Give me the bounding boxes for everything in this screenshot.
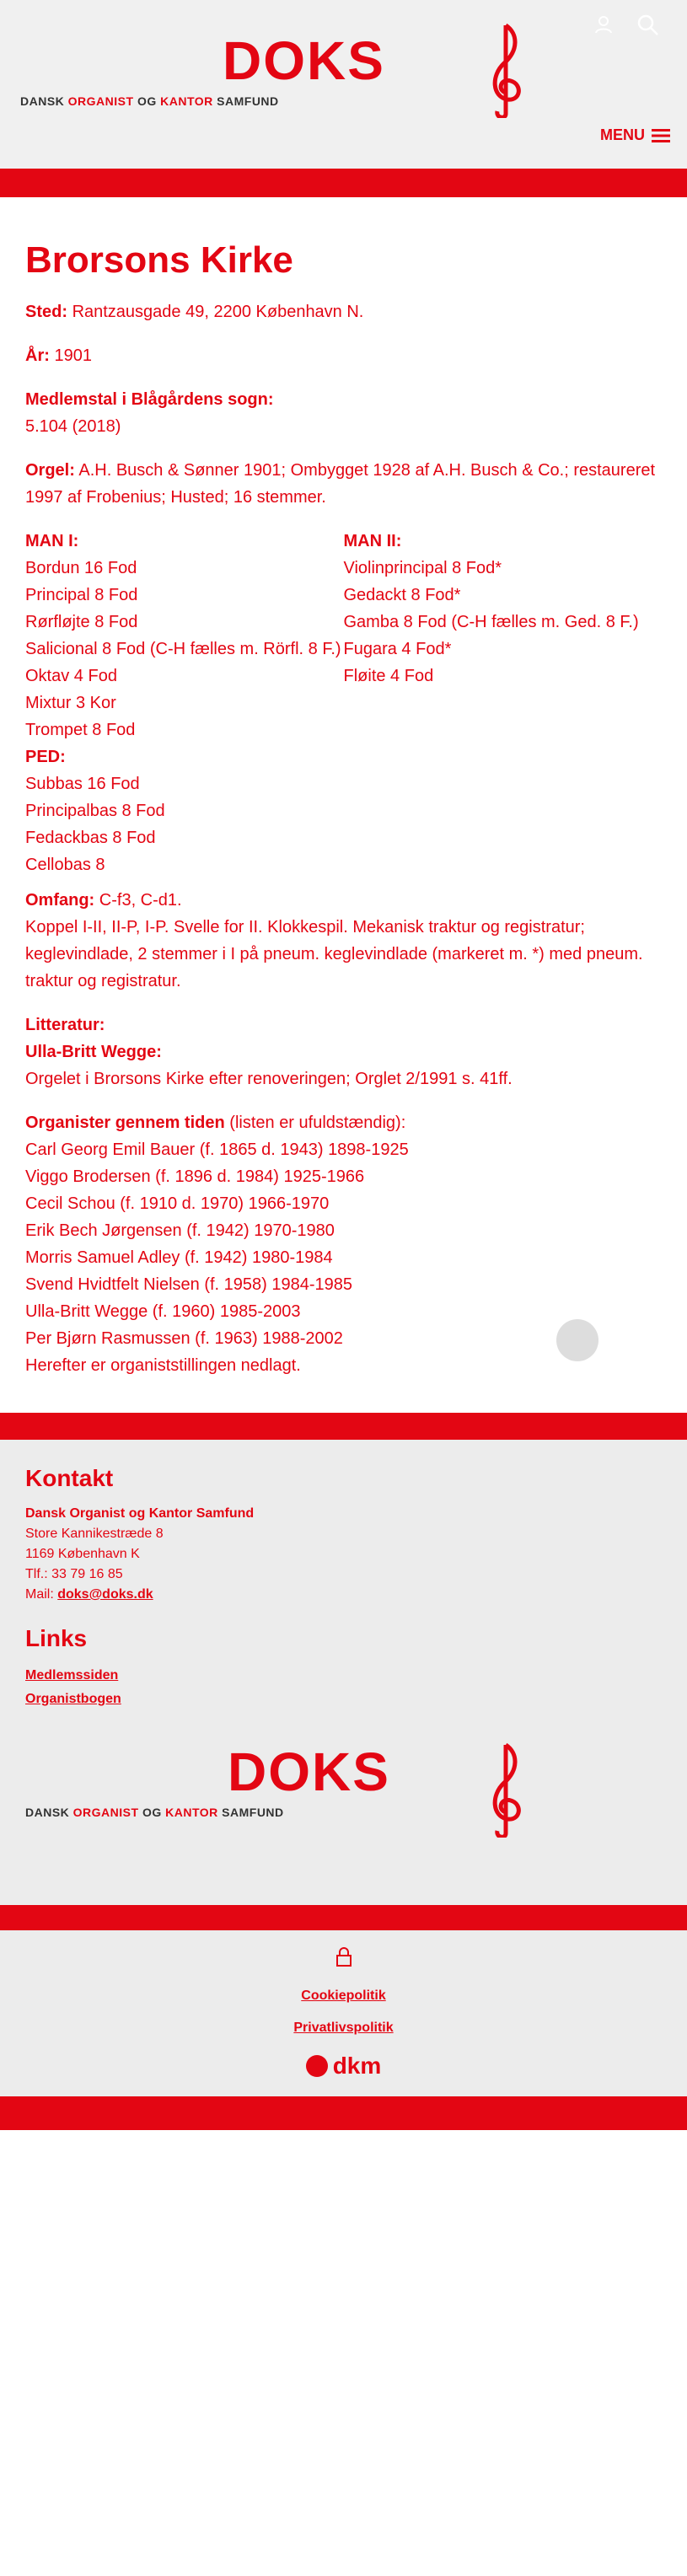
- organist-item: Carl Georg Emil Bauer (f. 1865 d. 1943) 1898-1925: [25, 1140, 409, 1159]
- header-red-bar: [0, 169, 687, 197]
- phone: Tlf.: 33 79 16 85: [25, 1567, 123, 1581]
- ped-heading: PED:: [25, 748, 66, 766]
- doks-logo[interactable]: [20, 30, 459, 108]
- stop: Principalbas 8 Fod: [25, 802, 165, 820]
- contact-heading: Kontakt: [25, 1465, 114, 1491]
- organist-item: Morris Samuel Adley (f. 1942) 1980-1984: [25, 1248, 333, 1267]
- privacy-link[interactable]: Privatlivspolitik: [293, 2021, 394, 2035]
- man1-column: [25, 528, 344, 878]
- search-icon[interactable]: [633, 10, 662, 39]
- stop: Principal 8 Fod: [25, 586, 138, 604]
- treble-clef-icon: [480, 17, 531, 118]
- organist-item: Cecil Schou (f. 1910 d. 1970) 1966-1970: [25, 1194, 330, 1213]
- stop: Mixtur 3 Kor: [25, 694, 116, 712]
- organists-section: Organister gennem tiden (listen er ufuldstændig): Carl Georg Emil Bauer (f. 1865 d. 1943) 1898-1925 Viggo Brodersen (f. 1896 d. 1984) 1925-1966 Cecil Schou (f. 1910 d. 1970) 1966-1970 Erik Bech Jørgensen (f. 1942) 1970-1980 Morris Samuel Adley (f. 1942) 1980-1984 Svend Hvidtfelt Nielsen (f. 1958) 1984-1985 Ulla-Britt Wegge (f. 1960) 1985-2003 Per Bjørn Rasmussen (f. 1963) 1988-2002 Herefter er organiststillingen nedlagt.: [25, 1114, 409, 1375]
- cookie-link[interactable]: Cookiepolitik: [301, 1988, 386, 2003]
- organist-item: Ulla-Britt Wegge (f. 1960) 1985-2003: [25, 1302, 301, 1321]
- bottom-links: [0, 1930, 687, 2096]
- org-name: Dansk Organist og Kantor Samfund: [25, 1506, 255, 1521]
- manual-columns: [25, 528, 662, 878]
- header-icons: [589, 10, 662, 39]
- stop: Fedackbas 8 Fod: [25, 829, 156, 847]
- organist-item: Viggo Brodersen (f. 1896 d. 1984) 1925-1966: [25, 1167, 365, 1186]
- organists-closing: Herefter er organiststillingen nedlagt.: [25, 1356, 301, 1375]
- organist-item: Svend Hvidtfelt Nielsen (f. 1958) 1984-1985: [25, 1275, 353, 1294]
- mail-line: Mail: doks@doks.dk: [25, 1587, 153, 1602]
- dkm-logo[interactable]: dkm: [0, 2053, 687, 2080]
- stop: Fløite 4 Fod: [343, 667, 434, 685]
- stop: Gamba 8 Fod (C-H fælles m. Ged. 8 F.): [343, 613, 639, 631]
- links-heading: Links: [25, 1625, 88, 1651]
- organist-item: Erik Bech Jørgensen (f. 1942) 1970-1980: [25, 1221, 335, 1240]
- man2-heading: MAN II:: [343, 532, 402, 550]
- stop: Violinprincipal 8 Fod*: [343, 559, 502, 577]
- page-title: Brorsons Kirke: [25, 239, 293, 281]
- stop: Salicional 8 Fod (C-H fælles m. Rörfl. 8 F.): [25, 640, 341, 658]
- hamburger-icon: [652, 129, 670, 142]
- organist-item: Per Bjørn Rasmussen (f. 1963) 1988-2002: [25, 1329, 343, 1348]
- loading-spinner: [556, 1319, 598, 1361]
- menu-button[interactable]: MENU: [600, 126, 670, 144]
- main-content: [0, 197, 687, 1379]
- man1-heading: MAN I:: [25, 532, 79, 550]
- logo-subtitle: DANSK ORGANIST OG KANTOR SAMFUND: [20, 94, 279, 108]
- literature: Litteratur: Ulla-Britt Wegge: Orgelet i Brorsons Kirke efter renoveringen; Orglet 2/1991 s. 41ff.: [25, 1016, 513, 1088]
- members-info: Medlemstal i Blågårdens sogn: 5.104 (2018): [25, 390, 274, 436]
- site-header: [0, 0, 687, 169]
- organ-info: Orgel: A.H. Busch & Sønner 1901; Ombygget 1928 af A.H. Busch & Co.; restaureret 1997 af Frobenius; Husted; 16 stemmer.: [25, 461, 656, 507]
- link-medlemssiden[interactable]: Medlemssiden: [25, 1668, 119, 1682]
- stop: Fugara 4 Fod*: [343, 640, 452, 658]
- sted-info: Sted: Rantzausgade 49, 2200 København N.: [25, 303, 364, 321]
- mail-link[interactable]: doks@doks.dk: [57, 1587, 153, 1602]
- man2-column: [344, 528, 663, 878]
- stop: Trompet 8 Fod: [25, 721, 136, 739]
- lock-icon: [335, 1947, 352, 1967]
- address-line: 1169 København K: [25, 1547, 140, 1561]
- footer-red-bar-2: [0, 1905, 687, 1930]
- link-organistbogen[interactable]: Organistbogen: [25, 1692, 121, 1706]
- stop: Gedackt 8 Fod*: [343, 586, 461, 604]
- footer-logo[interactable]: DOKS DANSK ORGANIST OG KANTOR SAMFUND: [25, 1728, 662, 1880]
- address-line: Store Kannikestræde 8: [25, 1527, 164, 1541]
- stop: Bordun 16 Fod: [25, 559, 137, 577]
- year-info: År: 1901: [25, 346, 92, 365]
- stop: Rørfløjte 8 Fod: [25, 613, 138, 631]
- bottom-red-bar: [0, 2096, 687, 2130]
- footer: [0, 1440, 687, 1905]
- omfang-info: Omfang: C-f3, C-d1. Koppel I-II, II-P, I-P. Svelle for II. Klokkespil. Mekanisk traktur og registratur; keglevindlade, 2 stemmer i I på pneum. keglevindlade (markeret m. *) med pneum. traktur og registratur.: [25, 891, 643, 990]
- footer-red-bar: [0, 1413, 687, 1440]
- stop: Subbas 16 Fod: [25, 775, 140, 793]
- dkm-dot-icon: [306, 2055, 328, 2077]
- user-icon[interactable]: [589, 10, 618, 39]
- stop: Cellobas 8: [25, 856, 105, 874]
- logo-word: DOKS: [223, 30, 385, 91]
- stop: Oktav 4 Fod: [25, 667, 117, 685]
- treble-clef-icon: [480, 1736, 531, 1838]
